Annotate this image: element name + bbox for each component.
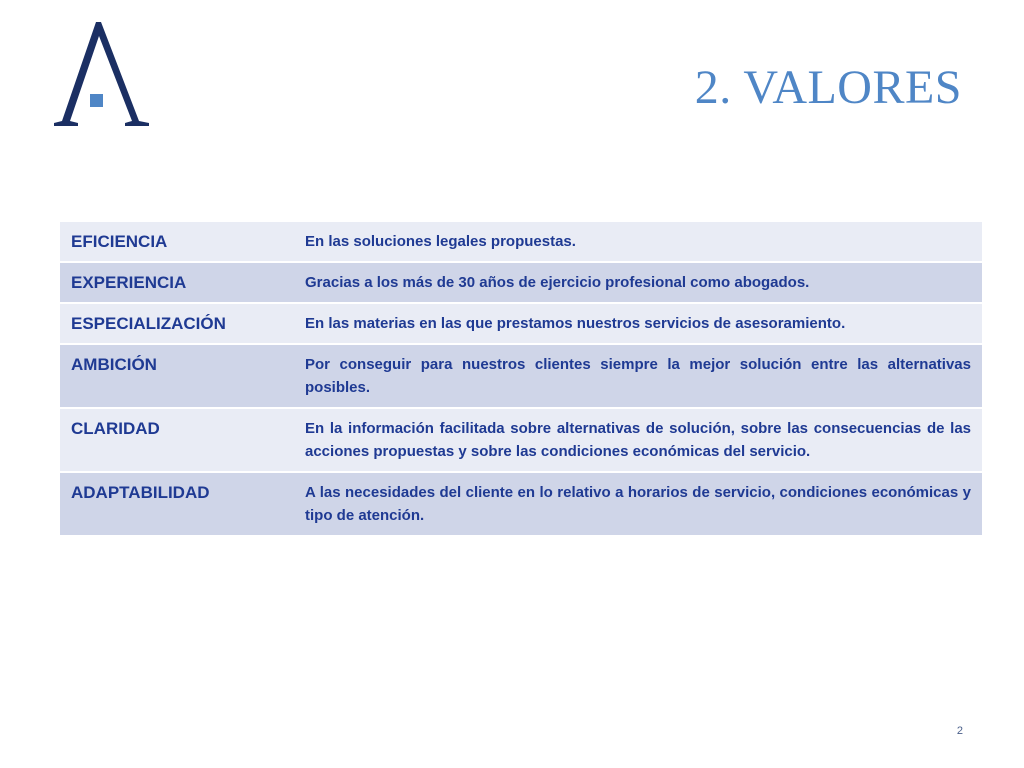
- table-row: [60, 408, 982, 472]
- slide-title: 2. VALORES: [694, 61, 962, 114]
- value-name: CLARIDAD: [60, 408, 293, 472]
- value-description: Gracias a los más de 30 años de ejercicio profesional como abogados.: [293, 262, 982, 303]
- values-table: [60, 222, 982, 537]
- value-description: A las necesidades del cliente en lo relativo a horarios de servicio, condiciones económicas y tipo de atención.: [293, 472, 982, 536]
- value-name: AMBICIÓN: [60, 344, 293, 408]
- table-row: [60, 222, 982, 262]
- value-description: Por conseguir para nuestros clientes siempre la mejor solución entre las alternativas posibles.: [293, 344, 982, 408]
- value-description: En las materias en las que prestamos nuestros servicios de asesoramiento.: [293, 303, 982, 344]
- value-name: EFICIENCIA: [60, 222, 293, 262]
- letter-a-logo-icon: [52, 20, 152, 128]
- table-row: [60, 344, 982, 408]
- table-row: [60, 303, 982, 344]
- table-row: [60, 262, 982, 303]
- page-number: 2: [956, 725, 963, 737]
- value-name: ADAPTABILIDAD: [60, 472, 293, 536]
- value-description: En la información facilitada sobre alternativas de solución, sobre las consecuencias de las acciones propuestas y sobre las condiciones económicas del servicio.: [293, 408, 982, 472]
- value-name: ESPECIALIZACIÓN: [60, 303, 293, 344]
- value-name: EXPERIENCIA: [60, 262, 293, 303]
- table-row: [60, 472, 982, 536]
- value-description: En las soluciones legales propuestas.: [293, 222, 982, 262]
